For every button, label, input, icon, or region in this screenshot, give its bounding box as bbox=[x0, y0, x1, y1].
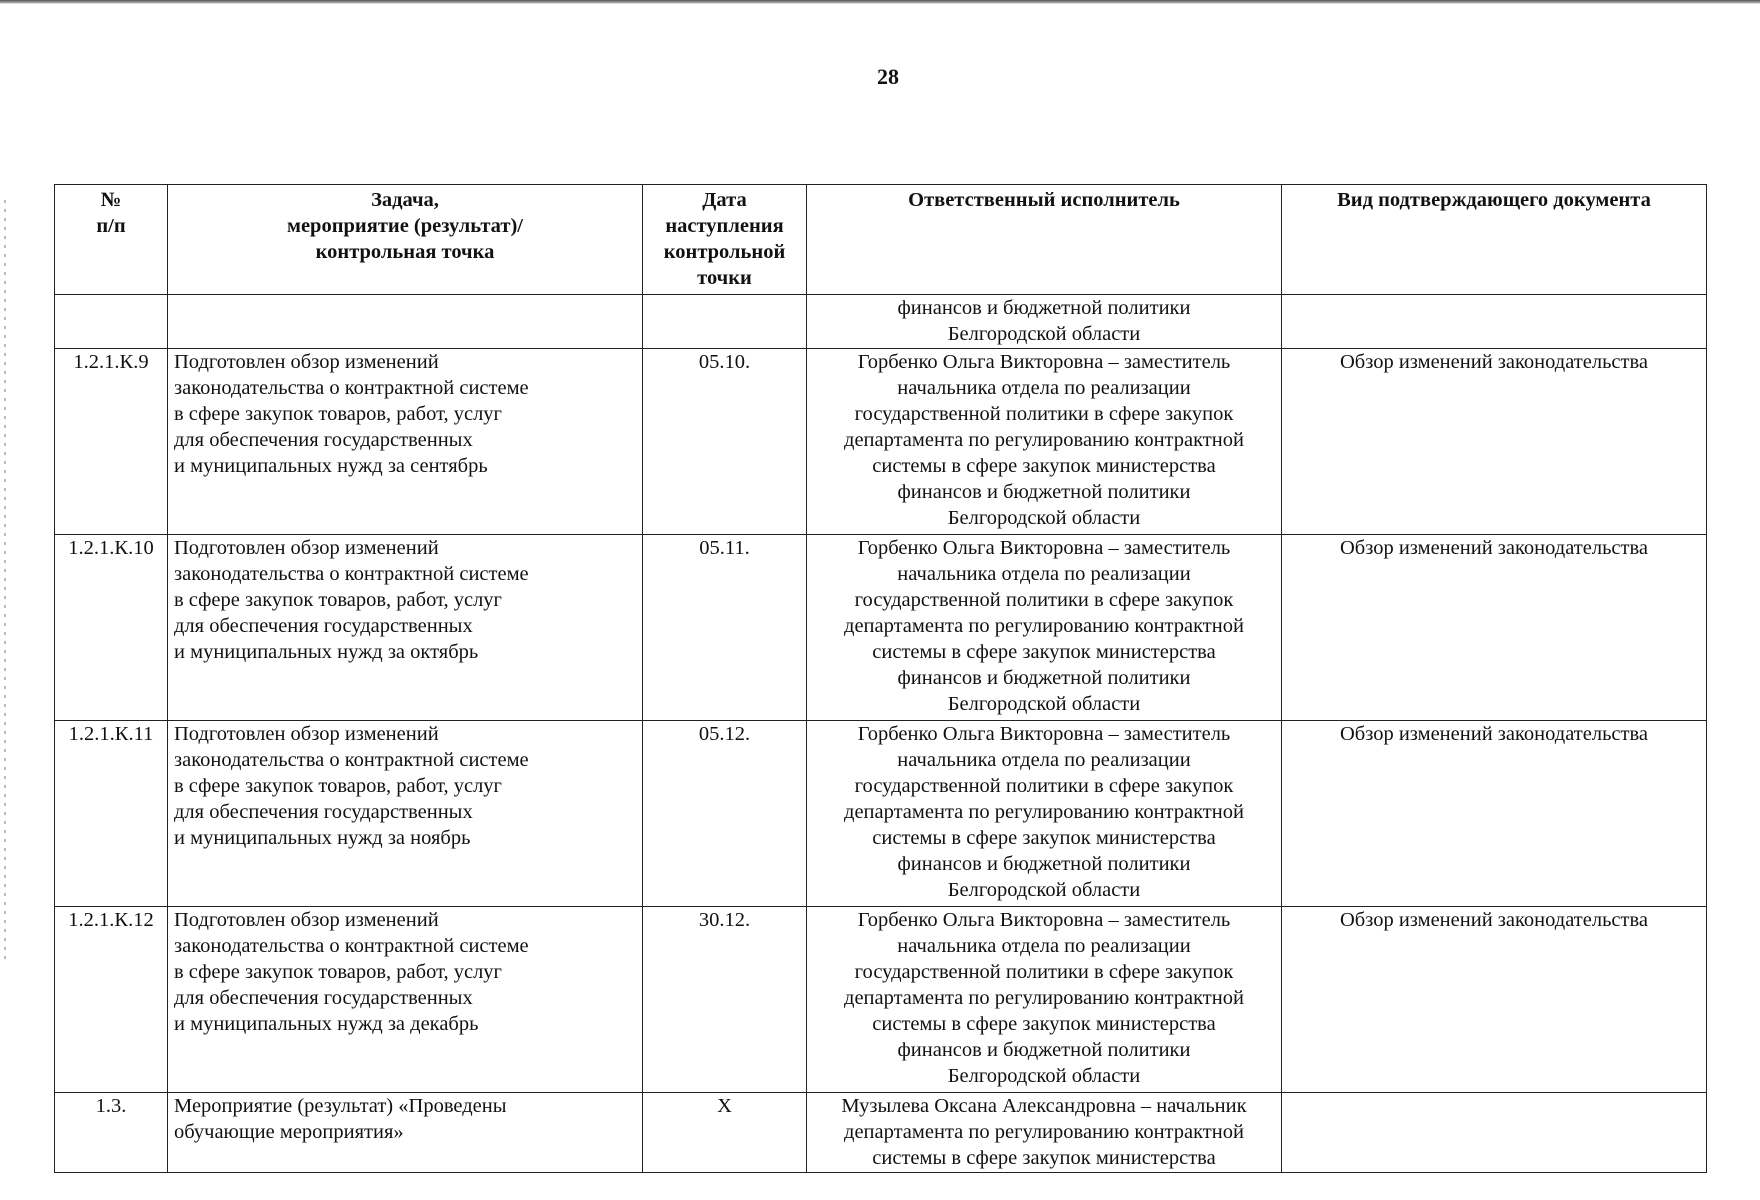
header-num: № п/п bbox=[55, 185, 168, 295]
header-document: Вид подтверждающего документа bbox=[1282, 185, 1707, 295]
row-document: Обзор изменений законодательства bbox=[1282, 907, 1707, 1093]
row-task: Мероприятие (результат) «Проведены обучающие мероприятия» bbox=[168, 1093, 643, 1173]
row-num: 1.2.1.К.12 bbox=[55, 907, 168, 1093]
row-responsible: Горбенко Ольга Викторовна – заместитель начальника отдела по реализации государственной политики в сфере закупок департамента по регулированию контрактной системы в сфере закупок министерства финансов и бюджетной политики Белгородской области bbox=[807, 535, 1282, 721]
row-task: Подготовлен обзор изменений законодательства о контрактной системе в сфере закупок товаров, работ, услуг для обеспечения государственных и муниципальных нужд за ноябрь bbox=[168, 721, 643, 907]
row-num: 1.2.1.К.10 bbox=[55, 535, 168, 721]
row-document: Обзор изменений законодательства bbox=[1282, 535, 1707, 721]
row-task: Подготовлен обзор изменений законодательства о контрактной системе в сфере закупок товаров, работ, услуг для обеспечения государственных и муниципальных нужд за октябрь bbox=[168, 535, 643, 721]
row-num bbox=[55, 295, 168, 349]
control-points-table bbox=[54, 184, 1707, 1173]
row-date bbox=[643, 295, 807, 349]
row-num: 1.2.1.К.9 bbox=[55, 349, 168, 535]
row-document bbox=[1282, 1093, 1707, 1173]
row-document: Обзор изменений законодательства bbox=[1282, 349, 1707, 535]
row-date: X bbox=[643, 1093, 807, 1173]
table-row bbox=[55, 721, 1707, 907]
row-document bbox=[1282, 295, 1707, 349]
scan-margin-marks bbox=[4, 200, 6, 960]
table-header-row bbox=[55, 185, 1707, 295]
row-task: Подготовлен обзор изменений законодательства о контрактной системе в сфере закупок товаров, работ, услуг для обеспечения государственных и муниципальных нужд за сентябрь bbox=[168, 349, 643, 535]
header-date: Дата наступления контрольной точки bbox=[643, 185, 807, 295]
table-row bbox=[55, 535, 1707, 721]
table-row bbox=[55, 907, 1707, 1093]
row-date: 05.10. bbox=[643, 349, 807, 535]
table-row bbox=[55, 295, 1707, 349]
row-date: 05.12. bbox=[643, 721, 807, 907]
header-task: Задача, мероприятие (результат)/ контрольная точка bbox=[168, 185, 643, 295]
table-row bbox=[55, 1093, 1707, 1173]
header-responsible: Ответственный исполнитель bbox=[807, 185, 1282, 295]
row-num: 1.2.1.К.11 bbox=[55, 721, 168, 907]
page-number: 28 bbox=[877, 64, 899, 89]
row-responsible: Горбенко Ольга Викторовна – заместитель начальника отдела по реализации государственной политики в сфере закупок департамента по регулированию контрактной системы в сфере закупок министерства финансов и бюджетной политики Белгородской области bbox=[807, 721, 1282, 907]
row-date: 30.12. bbox=[643, 907, 807, 1093]
row-document: Обзор изменений законодательства bbox=[1282, 721, 1707, 907]
row-date: 05.11. bbox=[643, 535, 807, 721]
row-responsible: Музылева Оксана Александровна – начальник департамента по регулированию контрактной системы в сфере закупок министерства bbox=[807, 1093, 1282, 1173]
page-top-edge bbox=[0, 0, 1760, 4]
row-task: Подготовлен обзор изменений законодательства о контрактной системе в сфере закупок товаров, работ, услуг для обеспечения государственных и муниципальных нужд за декабрь bbox=[168, 907, 643, 1093]
row-responsible: Горбенко Ольга Викторовна – заместитель начальника отдела по реализации государственной политики в сфере закупок департамента по регулированию контрактной системы в сфере закупок министерства финансов и бюджетной политики Белгородской области bbox=[807, 349, 1282, 535]
row-responsible: Горбенко Ольга Викторовна – заместитель начальника отдела по реализации государственной политики в сфере закупок департамента по регулированию контрактной системы в сфере закупок министерства финансов и бюджетной политики Белгородской области bbox=[807, 907, 1282, 1093]
row-task bbox=[168, 295, 643, 349]
row-num: 1.3. bbox=[55, 1093, 168, 1173]
row-responsible: финансов и бюджетной политики Белгородской области bbox=[807, 295, 1282, 349]
table-row bbox=[55, 349, 1707, 535]
